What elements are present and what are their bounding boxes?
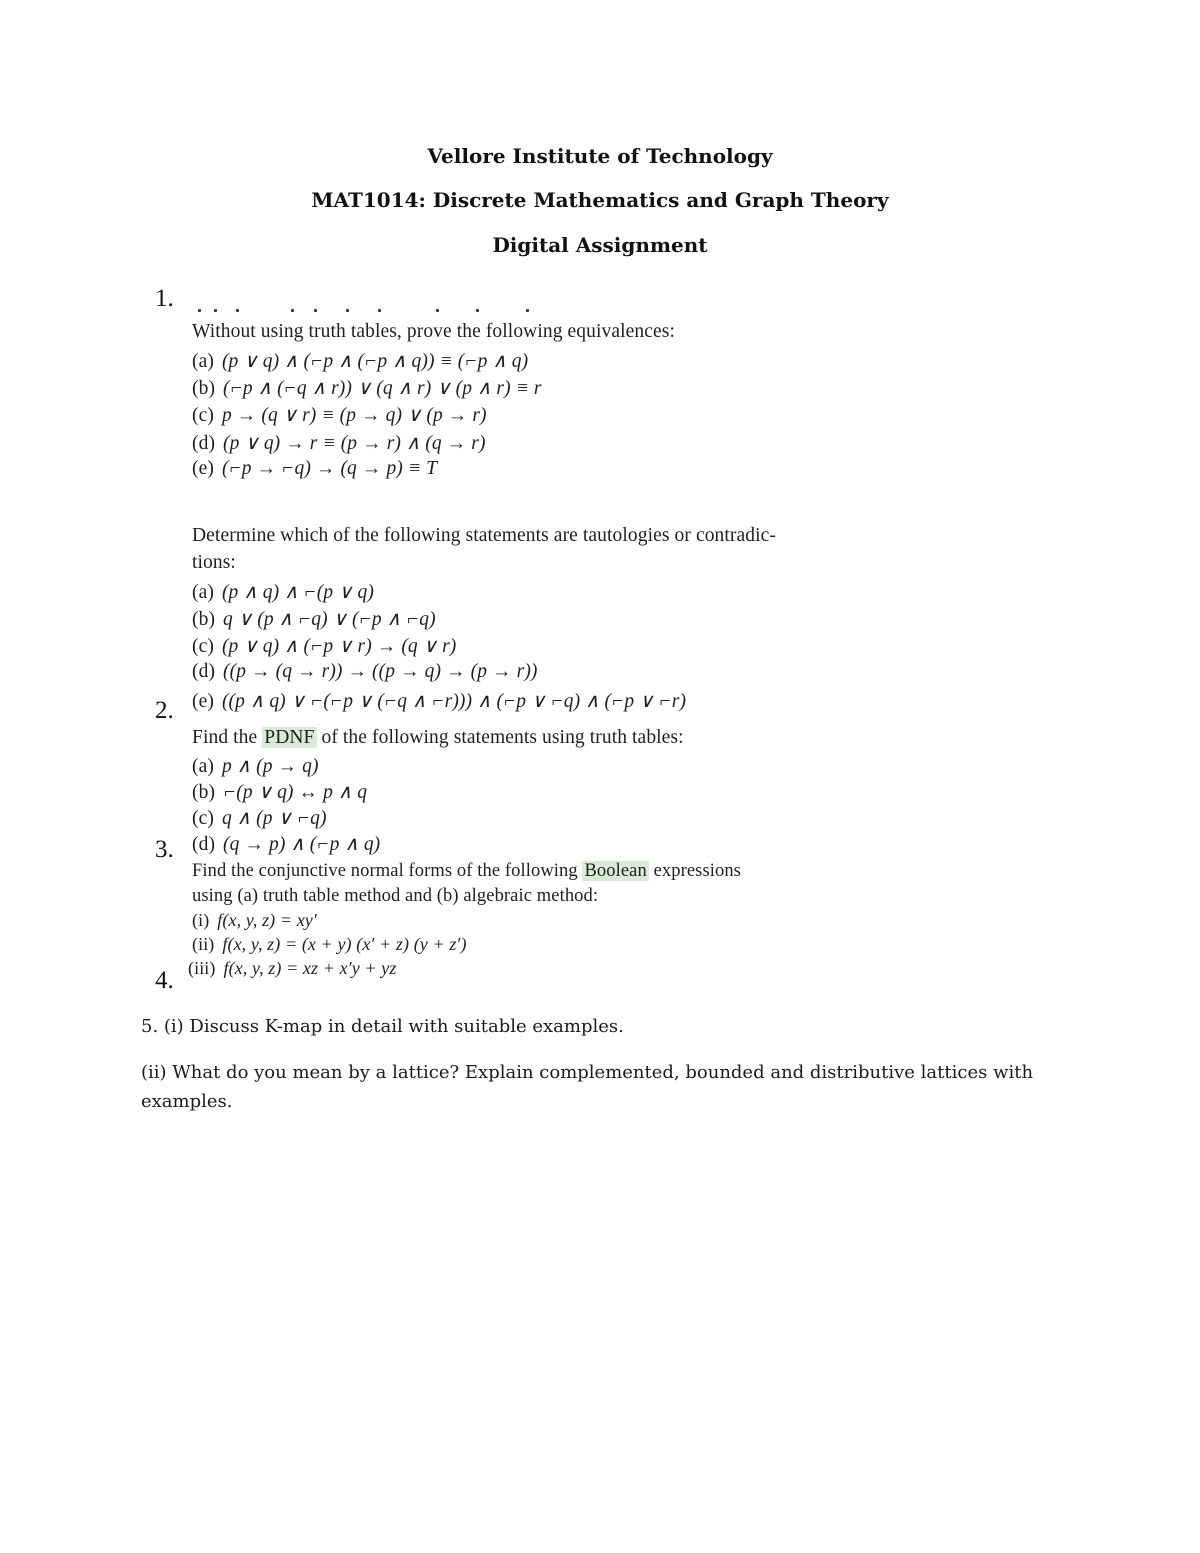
- question-2-intro-line1: Determine which of the following statements are tautologies or contradic-: [192, 525, 776, 546]
- q4-item-iii: (iii) f(x, y, z) = xz + x′y + yz: [188, 958, 397, 978]
- question-4-intro-line2: using (a) truth table method and (b) algebraic method:: [192, 886, 599, 906]
- institute-title: Vellore Institute of Technology: [427, 144, 773, 168]
- q2-item-b: (b) q ∨ (p ∧ ⌐q) ∨ (⌐p ∧ ⌐q): [192, 609, 436, 630]
- question-4-number: 4.: [155, 967, 174, 994]
- question-1-number: 1.: [155, 285, 174, 312]
- q1-item-a: (a) (p ∨ q) ∧ (⌐p ∧ (⌐p ∧ q)) ≡ (⌐p ∧ q): [192, 351, 529, 372]
- q1-item-c: (c) p → (q ∨ r) ≡ (p → q) ∨ (p → r): [192, 405, 487, 426]
- q2-item-d: (d) ((p → (q → r)) → ((p → q) → (p → r)): [192, 661, 538, 682]
- highlight-pdnf: PDNF: [264, 727, 315, 748]
- q4-item-i: (i) f(x, y, z) = xy′: [192, 910, 317, 930]
- q3-item-d: (d) (q → p) ∧ (⌐p ∧ q): [192, 834, 381, 855]
- question-3-number: 3.: [155, 836, 174, 863]
- question-3-intro: Find the PDNF of the following statements using truth tables:: [192, 727, 684, 748]
- q3-item-c: (c) q ∧ (p ∨ ⌐q): [192, 808, 327, 829]
- question-2-intro-line2: tions:: [192, 552, 236, 573]
- cropped-text-remnant: [196, 309, 536, 315]
- assignment-title: Digital Assignment: [492, 233, 708, 257]
- q1-item-e: (e) (⌐p → ⌐q) → (q → p) ≡ T: [192, 458, 438, 479]
- q3-item-b: (b) ⌐(p ∨ q) ↔ p ∧ q: [192, 782, 368, 803]
- q4-item-ii: (ii) f(x, y, z) = (x + y) (x′ + z) (y + z′): [192, 934, 467, 954]
- q1-item-b: (b) (⌐p ∧ (⌐q ∧ r)) ∨ (q ∧ r) ∨ (p ∧ r) ≡ r: [192, 378, 542, 399]
- q2-item-c: (c) (p ∨ q) ∧ (⌐p ∨ r) → (q ∨ r): [192, 636, 457, 657]
- course-title: MAT1014: Discrete Mathematics and Graph Theory: [311, 188, 889, 212]
- q3-item-a: (a) p ∧ (p → q): [192, 756, 319, 777]
- q1-item-d: (d) (p ∨ q) → r ≡ (p → r) ∧ (q → r): [192, 433, 486, 454]
- question-4-intro-line1: Find the conjunctive normal forms of the following Boolean expressions: [192, 861, 741, 881]
- question-1-intro: Without using truth tables, prove the following equivalences:: [192, 321, 675, 342]
- question-5-part-2: (ii) What do you mean by a lattice? Explain complemented, bounded and distributive lattices with examples.: [141, 1062, 1034, 1112]
- highlight-boolean: Boolean: [584, 861, 647, 881]
- q2-item-a: (a) (p ∧ q) ∧ ⌐(p ∨ q): [192, 582, 374, 603]
- question-5-part-1: 5. (i) Discuss K-map in detail with suitable examples.: [141, 1016, 624, 1037]
- question-2-number: 2.: [155, 697, 174, 724]
- q2-item-e: (e) ((p ∧ q) ∨ ⌐(⌐p ∨ (⌐q ∧ ⌐r))) ∧ (⌐p ∨ ⌐q) ∧ (⌐p ∨ ⌐r): [192, 691, 687, 712]
